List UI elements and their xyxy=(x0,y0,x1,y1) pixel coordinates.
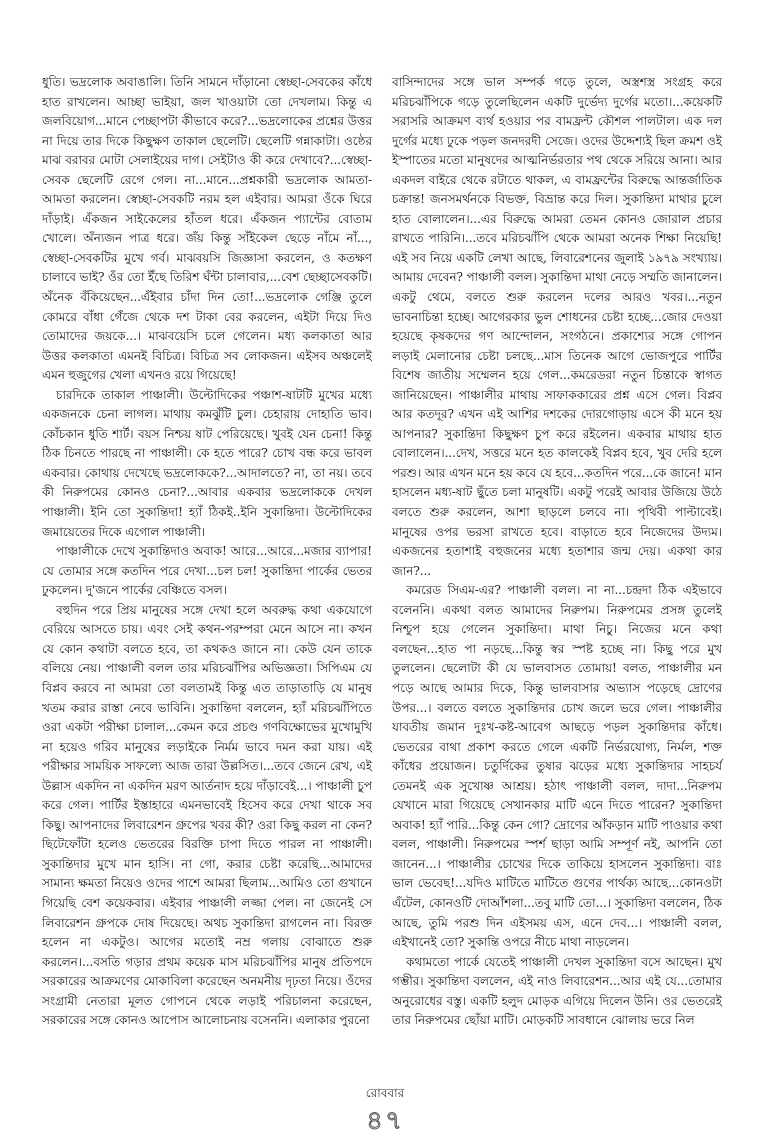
magazine-name: রোববার xyxy=(365,1086,405,1100)
paragraph: পাঞ্চালীকে দেখে সুকান্তিদাও অবাক! আরে...আরে...মজার ব্যাপার! যে তোমার সঙ্গে কতদিন পরে দেখা...চল চল! সুকান্তিদা পার্কের ভেতর ঢুকলেন। দু'জনে পার্কের বেঞ্চিতে বসল। xyxy=(42,544,372,598)
right-column xyxy=(392,73,722,1031)
paragraph: ধুতি। ভদ্রলোক অবাঙালি। তিনি সামনে দাঁড়ানো স্বেচ্ছা-সেবকের কাঁধে হাত রাখলেন। আচ্ছা ভাইয়া, জল খাওয়াটা তো দেখলাম। কিন্তু এ জলবিয়োগ...মানে পেচ্ছাপটা কীভাবে করে?...ভদ্রলোকের প্রশ্নের উত্তর না দিয়ে তার দিকে কিছুক্ষণ তাকাল ছেলেটি। ছেলেটি গন্নাকাটা। ওষ্ঠের মাঝ বরাবর মোটা সেলাইয়ের দাগ। সেইটাও কী করে দেখাবে?...স্বেচ্ছা-সেবক ছেলেটি রেগে গেল। না...মানে...প্রশ্নকারী ভদ্রলোক আমতা-আমতা করলেন। স্বেচ্ছা-সেবকটি নরম হল এইবার। আমরা ওঁকে ঘিরে দাঁড়াই। এঁকজন সাইকেলের হাঁতল ধরে। এঁকজন প্যান্টের বোতাম খোলে। অঁন্যজন পাত্র ধরে। জঁয় কিন্তু সাঁইকেল ছেড়ে নাঁমে নাঁ..., স্বেচ্ছা-সেবকটির মুখে গর্ব। মাঝবয়সি জিজ্ঞাসা করলেন, ও কতক্ষণ চালাবে ভাই? ওঁর তো ইঁছে তিরিশ ঘঁন্টা চালাবার,...বেশ ছেচ্ছাসেবকটি। অঁনেক বঁকিয়েছেন...এঁইবার চাঁদা দিন তো!...ভদ্রলোক গেঞ্জি তুলে কোমরে বাঁধা গেঁজে থেকে দশ টাকা বের করলেন, এইটা দিয়ে দিও তোমাদের জয়কে...। মাঝবয়েসি চলে গেলেন। মধ্য কলকাতা আর উত্তর কলকাতা এমনই বিচিত্র। বিচিত্র সব লোকজন। এইসব অঞ্চলেই এমন হুজুগের খেলা এখনও রয়ে গিয়েছে! xyxy=(42,75,372,383)
left-column xyxy=(42,73,372,1031)
paragraph: বহুদিন পরে প্রিয় মানুষের সঙ্গে দেখা হলে অবরুদ্ধ কথা একযোগে বেরিয়ে আসতে চায়। এবং সেই কথন-পরম্পরা মেনে আসে না। কখন যে কোন কথাটা বলতে হবে, তা কথকও জানে না। কেউ যেন তাকে বলিয়ে নেয়। পাঞ্চালী বলল তার মরিচঝাঁপির অভিজ্ঞতা। সিপিএম যে বিপ্লব করবে না আমরা তো বলতামই কিন্তু এত তাড়াতাড়ি যে মানুষ খতম করার রাস্তা নেবে ভাবিনি। সুকান্তিদা বললেন, হ্যাঁ মরিচঝাঁপিতে ওরা একটা পরীক্ষা চালাল...কেমন করে প্রচণ্ড গণবিক্ষোভের মুখোমুখি না হয়েও গরিব মানুষের লড়াইকে নির্মম ভাবে দমন করা যায়। এই পরীক্ষার সাময়িক সাফল্যে আজ তারা উল্লসিত।...তবে জেনে রেখ, এই উল্লাস একদিন না একদিন মরণ আর্তনাদ হয়ে দাঁড়াবেই...। পাঞ্চালী চুপ করে গেল। পার্টির ইস্তাহারে এমনভাবেই হিসেব করে দেখা থাকে সব কিছু। আপনাদের লিবারেশন গ্রুপের খবর কী? ওরা কিছু করল না কেন? ছিটেফোঁটা হলেও ভেতরের বিরক্তি চাপা দিতে পারল না পাঞ্চালী। সুকান্তিদার মুখে মান হাসি। না গো, করার চেষ্টা করেছি...আমাদের সামান্য ক্ষমতা নিয়েও ওদের পাশে আমরা ছিলাম...আমিও তো গুখানে গিয়েছি বেশ কয়েকবার। এইবার পাঞ্চালী লজ্জা পেল। না জেনেই সে লিবারেশন গ্রুপকে দোষ দিয়েছে। অথচ সুকান্তিদা রাগলেন না। বিরক্ত হলেন না একটুও। আগের মতোই নম্র গলায় বোঝাতে শুরু করলেন।...বসতি গড়ার প্রথম কয়েক মাস মরিচঝাঁপির মানুষ প্রতিপদে সরকারের আক্রমণের মোকাবিলা করেছেন অনমনীয় দৃঢ়তা নিয়ে। ওঁদের সংগ্রামী নেতারা মূলত গোপনে থেকে লড়াই পরিচালনা করেছেন, সরকারের সঙ্গে কোনও আপোস আলোচনায় বসেননি। এলাকার পুরনো xyxy=(42,602,372,1028)
paragraph: চারদিকে তাকাল পাঞ্চালী। উল্টোদিকের পঞ্চাশ-ষাটটি মুখের মধ্যে একজনকে চেনা লাগল। মাথায় কমঝুঁটি চুল। চেহারায় দোহাতি ভাব। কোঁচকান ধুতি শার্ট। বয়স নিশ্চয় ষাট পেরিয়েছে। খুবই যেন চেনা! কিন্তু ঠিক চিনতে পারছে না পাঞ্চালী। কে হতে পারে? চোখ বন্ধ করে ভাবল একবার। কোথায় দেখেছে ভদ্রলোককে?...আদালতে? না, তা নয়। তবে কী নিরুপমের কোনও চেনা?...আবার একবার ভদ্রলোককে দেখল পাঞ্চালী। ইনি তো সুকান্তিদা! হ্যাঁ ঠিকই..ইনি সুকান্তিদা। উল্টোদিকের জমায়েতের দিকে এগোল পাঞ্চালী। xyxy=(42,387,372,539)
paragraph: বাসিন্দাদের সঙ্গে ভাল সম্পর্ক গড়ে তুলে, অস্ত্রশস্ত্র সংগ্রহ করে মরিচঝাঁপিকে গড়ে তুলেছিলেন একটি দুর্ভেদ্য দুর্গের মতো।...কয়েকটি সরাসরি আক্রমণ ব্যর্থ হওয়ার পর বামফ্রন্ট কৌশল পালটাল। এক দল দুর্গের মধ্যে ঢুকে পড়ল জনদরদী সেজে। ওদের উদ্দেশ্যই ছিল ক্রমশ ওই ইস্পাতের মতো মানুষদের আত্মনির্ভরতার পথ থেকে সরিয়ে আনা। আর একদল বাইরে থেকে রটাতে থাকল, এ বামফ্রন্টের বিরুদ্ধে আন্তর্জাতিক চক্রান্ত! জনসমর্থনকে বিভক্ত, বিভ্রান্ত করে দিল। সুকান্তিদা মাথার চুলে হাত বোলালেন।...এর বিরুদ্ধে আমরা তেমন কোনও জোরাল প্রচার রাখতে পারিনি।...তবে মরিচঝাঁপি থেকে আমরা অনেক শিক্ষা নিয়েছি! এই সব নিয়ে একটি লেখা আছে, লিবারেশনের জুলাই ১৯৭৯ সংখ্যায়। আমায় দেবেন? পাঞ্চালী বলল। সুকান্তিদা মাথা নেড়ে সম্মতি জানালেন। একটু থেমে, বলতে শুরু করলেন দলের আরও খবর।...নতুন ভাবনাচিন্তা হচ্ছে। আগেরকার ভুল শোধনের চেষ্টা হচ্ছে...জোর দেওয়া হয়েছে কৃষকদের গণ আন্দোলন, সংগঠনে। প্রকাশ্যের সঙ্গে গোপন লড়াই মেলানোর চেষ্টা চলছে...মাস তিনেক আগে ভোজপুরে পার্টির বিশেষ জাতীয় সম্মেলন হয়ে গেল...কমরেডরা নতুন চিন্তাকে স্বাগত জানিয়েছেন। পাঞ্চালীর মাথায় সাফাককারের প্রশ্ন এসে গেল। বিপ্লব আর কতদূর? এখন এই আশির দশকের দোরগোড়ায় এসে কী মনে হয় আপনার? সুকান্তিদা কিছুক্ষণ চুপ করে রইলেন। একবার মাথায় হাত বোলালেন।...দেখ, সত্তরে মনে হত কালকেই বিপ্লব হবে, খুব দেরি হলে পরশু। আর এখন মনে হয় কবে যে হবে...কতদিন পরে...কে জানে! মান হাসলেন মধ্য-ষাট ছুঁতে চলা মানুষটি। একটু পরেই আবার উজিয়ে উঠে বলতে শুরু করলেন, আশা ছাড়লে চলবে না। পৃথিবী পাল্টাবেই। মানুষের ওপর ভরসা রাখতে হবে। বাড়াতে হবে নিজেদের উদ্যম। একজনের হতাশাই বহুজনের মধ্যে হতাশার জন্ম দেয়। একথা কার জান?... xyxy=(392,75,722,578)
paragraph: কথামতো পার্কে যেতেই পাঞ্চালী দেখল সুকান্তিদা বসে আছেন। মুখ গম্ভীর। সুকান্তিদা বললেন, এই নাও লিবারেশন...আর এই যে...তোমার অনুরোধের বস্তু। একটি হলুদ মোড়ক এগিয়ে দিলেন উনি। ওর ভেতরেই তার নিরুপমের ছোঁয়া মাটি। মোড়কটি সাবধানে ঝোলায় ভরে নিল xyxy=(392,954,722,1028)
paragraph: কমরেড সিএম-এর? পাঞ্চালী বলল। না না...চন্দ্রদা ঠিক এইভাবে বলেননি। একথা বলত আমাদের নিরুপম। নিরুপমের প্রসঙ্গ তুলেই নিশ্চুপ হয়ে গেলেন সুকান্তিদা। মাথা নিচু। নিজের মনে কথা বলছেন...হাত পা নড়ছে...কিন্তু স্বর স্পষ্ট হচ্ছে না। কিছু পরে মুখ তুললেন। ছেলোটা কী যে ভালবাসত তোমায়! বলত, পাঞ্চালীর মন পড়ে আছে আমার দিকে, কিন্তু ভালবাসার অভ্যাস পড়েছে দ্রোণের উপর...। বলতে বলতে সুকান্তিদার চোখ জলে ভরে গেল। পাঞ্চালীর যাবতীয় জমান দুঃখ-কষ্ট-আবেগ আছড়ে পড়ল সুকান্তিদার কাঁধে। ভেতরের বাথা প্রকাশ করতে গেলে একটি নির্ভরযোগ্য, নির্মল, শক্ত কাঁধের প্রয়োজন। চতুর্দিকের তুষার ঝড়ের মধ্যে সুকান্তিদার সাহচর্য তেমনই এক সুখোষ্ণ আশ্রয়। হঠাৎ পাঞ্চালী বলল, দাদা...নিরুপম যেখানে মারা গিয়েছে সেখানকার মাটি এনে দিতে পারেন? সুকান্তিদা অবাক! হ্যাঁ পারি...কিন্তু কেন গো? দ্রোণের আঁকড়ান মাটি পাওয়ার কথা বলল, পাঞ্চালী। নিরুপমের স্পর্শ ছাড়া আমি সম্পূর্ণ নই, আপনি তো জানেন...। পাঞ্চালীর চোখের দিকে তাকিয়ে হাসলেন সুকান্তিদা। বাঃ ভাল ভেবেছ!...যদিও মাটিতে মাটিতে গুণের পার্থক্য আছে...কোনওটা এঁটেল, কোনওটি দোআঁশলা...তবু মাটি তো...। সুকান্তিদা বললেন, ঠিক আছে, তুমি পরশু দিন এইসময় এস, এনে দেব...। পাঞ্চালী বলল, এইখানেই তো? সুকান্তি ওপরে নীচে মাথা নাড়লেন। xyxy=(392,583,722,950)
page-number: ৪৭ xyxy=(366,1106,404,1136)
